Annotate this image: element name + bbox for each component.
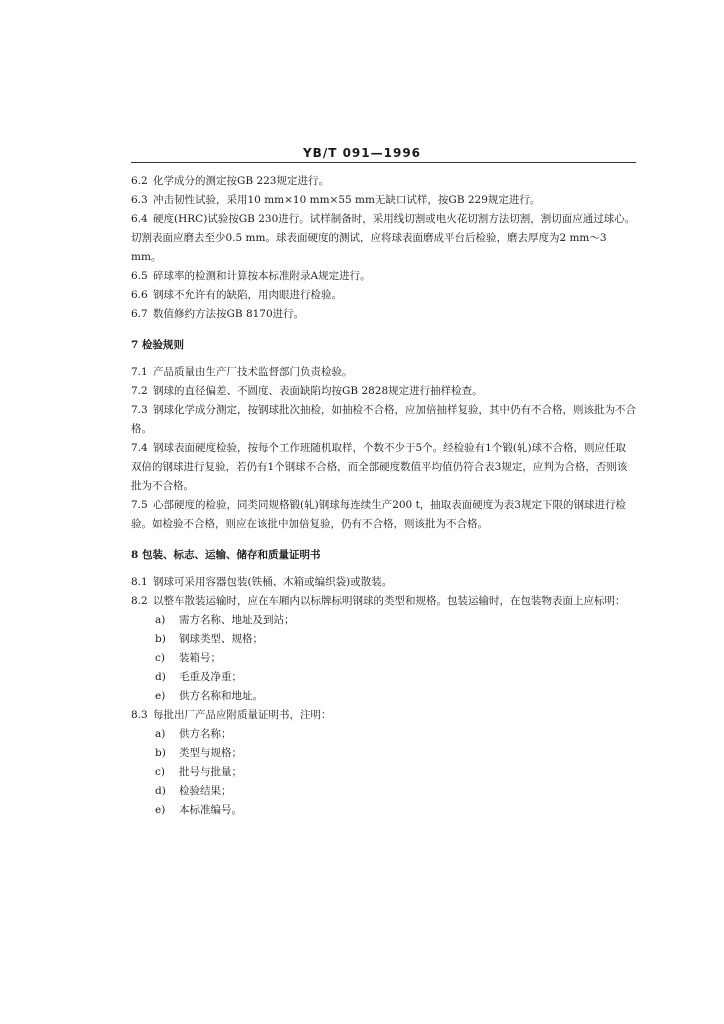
list-item: b) 钢球类型、规格； [155, 633, 263, 645]
clause-6-7: 6.7 数值修约方法按GB 8170进行。 [131, 308, 305, 320]
clause-7-5: 7.5 心部硬度的检验，同类同规格锻(轧)钢球每连续生产200 t，抽取表面硬度为表3规定下限的钢球进行检验。如检验不合格，则应在该批中加倍复验，仍有不合格，则该批为不合格。 [131, 499, 626, 530]
clause-7-2: 7.2 钢球的直径偏差、不圆度、表面缺陷均按GB 2828规定进行抽样检查。 [131, 385, 483, 397]
header-rule [131, 162, 636, 163]
clause-6-4: 6.4 硬度(HRC)试验按GB 230进行。试样制备时，采用线切割或电火花切割方法切割，割切面应通过球心。切割表面应磨去至少0.5 mm。球表面硬度的测试，应将球表面磨成平台后检验，磨去厚度为2 mm～3 mm。 [131, 213, 636, 263]
clause-6-2: 6.2 化学成分的测定按GB 223规定进行。 [131, 175, 329, 187]
list-item: e) 本标准编号。 [155, 804, 242, 816]
clause-8-2: 8.2 以整车散装运输时，应在车厢内以标牌标明钢球的类型和规格。包装运输时，在包装物表面上应标明： [131, 595, 626, 607]
section-8-heading: 8 包装、标志、运输、储存和质量证明书 [131, 549, 321, 561]
clause-8-1: 8.1 钢球可采用容器包装(铁桶、木箱或编织袋)或散装。 [131, 576, 393, 588]
list-item: b) 类型与规格； [155, 747, 242, 759]
list-item: c) 装箱号； [155, 652, 221, 664]
list-item: d) 毛重及净重； [155, 671, 242, 683]
clause-8-3: 8.3 每批出厂产品应附质量证明书，注明： [131, 709, 332, 721]
list-item: a) 供方名称； [155, 728, 232, 740]
clause-7-1: 7.1 产品质量由生产厂技术监督部门负责检验。 [131, 366, 353, 378]
clause-6-5: 6.5 碎球率的检测和计算按本标准附录A规定进行。 [131, 270, 371, 282]
section-7-heading: 7 检验规则 [131, 339, 184, 351]
standard-code-header: YB/T 091—1996 [302, 146, 422, 160]
document-body [131, 172, 636, 820]
clause-6-6: 6.6 钢球不允许有的缺陷，用肉眼进行检验。 [131, 289, 342, 301]
clause-7-3: 7.3 钢球化学成分测定，按钢球批次抽检，如抽检不合格，应加倍抽样复验，其中仍有不合格，则该批为不合格。 [131, 404, 636, 435]
clause-6-3: 6.3 冲击韧性试验，采用10 mm×10 mm×55 mm无缺口试样，按GB 229规定进行。 [131, 194, 541, 206]
clause-7-4: 7.4 钢球表面硬度检验，按每个工作班随机取样，个数不少于5个。经检验有1个锻(轧)球不合格，则应任取双倍的钢球进行复验，若仍有1个钢球不合格，而全部硬度数值平均值仍符合表3规定，应判为合格，否则该批为不合格。 [131, 442, 628, 492]
list-item: c) 批号与批量； [155, 766, 242, 778]
list-item: a) 需方名称、地址及到站； [155, 614, 295, 626]
list-item: e) 供方名称和地址。 [155, 690, 263, 702]
list-item: d) 检验结果； [155, 785, 232, 797]
